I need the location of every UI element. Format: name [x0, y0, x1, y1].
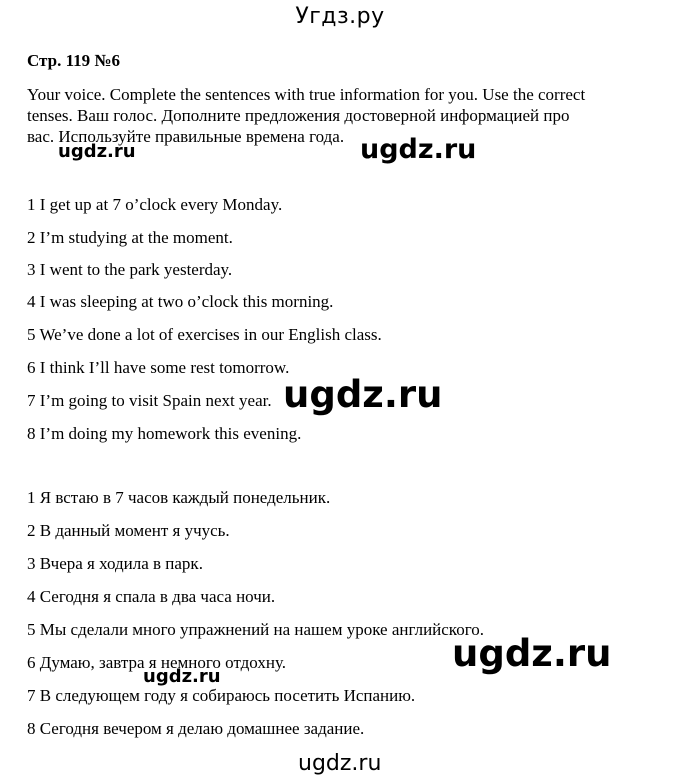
instructions-line: tenses. Ваш голос. Дополните предложения достоверной информацией про	[27, 106, 570, 125]
site-title: Угдз.ру	[295, 4, 385, 29]
watermark: ugdz.ru	[58, 141, 136, 162]
russian-sentence: 6 Думаю, завтра я немного отдохну.	[27, 653, 287, 672]
instructions-line: Your voice. Complete the sentences with true information for you. Use the correct	[27, 85, 586, 104]
english-sentence: 6 I think I’ll have some rest tomorrow.	[27, 358, 290, 377]
english-sentence: 1 I get up at 7 o’clock every Monday.	[27, 195, 283, 214]
english-sentence: 8 I’m doing my homework this evening.	[27, 424, 302, 443]
watermark: ugdz.ru	[360, 134, 477, 165]
russian-sentence: 7 В следующем году я собираюсь посетить Испанию.	[27, 686, 416, 705]
english-sentence: 5 We’ve done a lot of exercises in our English class.	[27, 325, 382, 344]
task-heading: Стр. 119 №6	[27, 51, 120, 70]
russian-sentence: 4 Сегодня я спала в два часа ночи.	[27, 587, 276, 606]
russian-sentence: 5 Мы сделали много упражнений на нашем уроке английского.	[27, 620, 484, 639]
english-sentence: 7 I’m going to visit Spain next year.	[27, 391, 272, 410]
english-sentence: 2 I’m studying at the moment.	[27, 228, 233, 247]
watermark: ugdz.ru	[283, 373, 443, 416]
russian-sentence: 3 Вчера я ходила в парк.	[27, 554, 203, 573]
instructions-line: вас. Используйте правильные времена года.	[27, 127, 345, 146]
english-sentence: 4 I was sleeping at two o’clock this morning.	[27, 292, 334, 311]
russian-sentence: 1 Я встаю в 7 часов каждый понедельник.	[27, 488, 331, 507]
task-instructions	[27, 84, 627, 147]
english-sentence: 3 I went to the park yesterday.	[27, 260, 233, 279]
russian-sentence: 2 В данный момент я учусь.	[27, 521, 230, 540]
watermark: ugdz.ru	[143, 666, 221, 687]
footer-watermark: ugdz.ru	[298, 751, 382, 776]
russian-sentence: 8 Сегодня вечером я делаю домашнее задание.	[27, 719, 365, 738]
watermark: ugdz.ru	[452, 632, 612, 675]
